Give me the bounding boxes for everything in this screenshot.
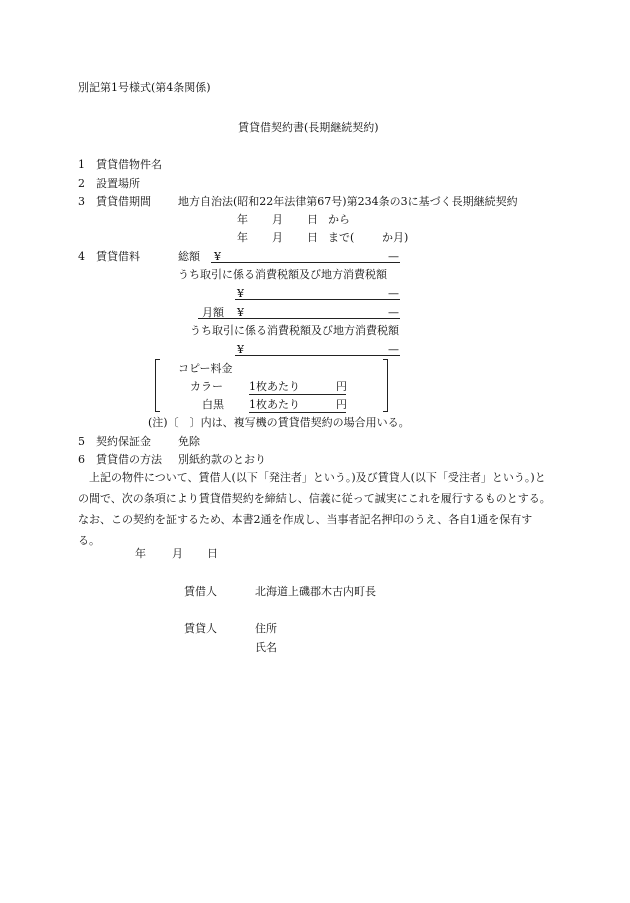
total-tax-underline (235, 299, 400, 300)
from-month: 月 (272, 213, 283, 226)
to-suffix: まで( (328, 231, 355, 244)
monthly-tax-label: うち取引に係る消費税額及び地方消費税額 (190, 324, 399, 337)
item-5-number: 5 (78, 435, 85, 448)
total-tax-dash: — (388, 287, 399, 300)
copy-fee-note: (注)〔 〕内は、複写機の賃貸借契約の場合用いる。 (148, 416, 410, 429)
total-yen-sign: ¥ (214, 250, 221, 263)
to-month: 月 (272, 231, 283, 244)
lessor-label: 賃貸人 (184, 622, 217, 635)
form-reference: 別記第1号様式(第4条関係) (78, 81, 211, 94)
copy-color-yen-unit: 円 (336, 380, 347, 393)
total-dash: — (388, 250, 399, 263)
copy-fee-left-bracket (155, 359, 160, 412)
monthly-amount-label: 月額 (202, 306, 224, 319)
item-3-label: 賃貸借期間 (96, 195, 151, 208)
lease-period-basis: 地方自治法(昭和22年法律第67号)第234条の3に基づく長期継続契約 (178, 195, 518, 208)
contract-body-paragraph: 上記の物件について、賃借人(以下「発注者」という。)及び賃貸人(以下「受注者」という。)との間で、次の条項により賃貸借契約を締結し、信義に従って誠実にこれを履行するものとする。なお、この契約を証するため、本書2通を作成し、当事者記名押印のうえ、各自1通を保有する。 (78, 471, 551, 547)
item-6-label: 賃貸借の方法 (96, 453, 162, 466)
date-year: 年 (135, 547, 146, 560)
item-5-value: 免除 (178, 435, 200, 448)
total-amount-underline (211, 262, 400, 263)
total-amount-label: 総額 (178, 250, 200, 263)
copy-mono-label: 白黒 (202, 398, 224, 411)
total-tax-yen-sign: ¥ (237, 287, 244, 300)
item-5-label: 契約保証金 (96, 435, 151, 448)
monthly-tax-yen-sign: ¥ (237, 343, 244, 356)
lessor-name-label: 氏名 (255, 641, 277, 654)
copy-mono-per-sheet: 1枚あたり (249, 398, 300, 411)
lessor-address-label: 住所 (255, 622, 277, 635)
date-month: 月 (172, 547, 183, 560)
item-2-number: 2 (78, 177, 85, 190)
copy-mono-yen-unit: 円 (336, 398, 347, 411)
from-day: 日 (307, 213, 318, 226)
item-3-number: 3 (78, 195, 85, 208)
item-4-label: 賃貸借料 (96, 250, 140, 263)
total-tax-label: うち取引に係る消費税額及び地方消費税額 (178, 268, 387, 281)
monthly-tax-underline (235, 355, 400, 356)
copy-fee-label: コピー料金 (178, 362, 233, 375)
months-count: か月) (382, 231, 409, 244)
document-title: 賃貸借契約書(長期継続契約) (238, 121, 379, 134)
to-day: 日 (307, 231, 318, 244)
monthly-amount-underline (198, 318, 400, 319)
monthly-dash: — (388, 306, 399, 319)
item-2-label: 設置場所 (96, 177, 140, 190)
copy-color-per-sheet: 1枚あたり (249, 380, 300, 393)
from-suffix: から (328, 213, 350, 226)
item-1-label: 賃貸借物件名 (96, 158, 162, 171)
lessee-label: 賃借人 (184, 585, 217, 598)
item-6-value: 別紙約款のとおり (178, 453, 266, 466)
copy-fee-right-bracket (383, 359, 388, 412)
to-year: 年 (237, 231, 248, 244)
monthly-yen-sign: ¥ (237, 306, 244, 319)
lessee-value: 北海道上磯郡木古内町長 (255, 585, 376, 598)
from-year: 年 (237, 213, 248, 226)
copy-color-label: カラー (190, 380, 223, 393)
item-1-number: 1 (78, 158, 85, 171)
copy-mono-rate (249, 398, 346, 413)
item-4-number: 4 (78, 250, 85, 263)
item-6-number: 6 (78, 453, 85, 466)
date-day: 日 (207, 547, 218, 560)
monthly-tax-dash: — (388, 343, 399, 356)
copy-color-rate (249, 380, 346, 395)
